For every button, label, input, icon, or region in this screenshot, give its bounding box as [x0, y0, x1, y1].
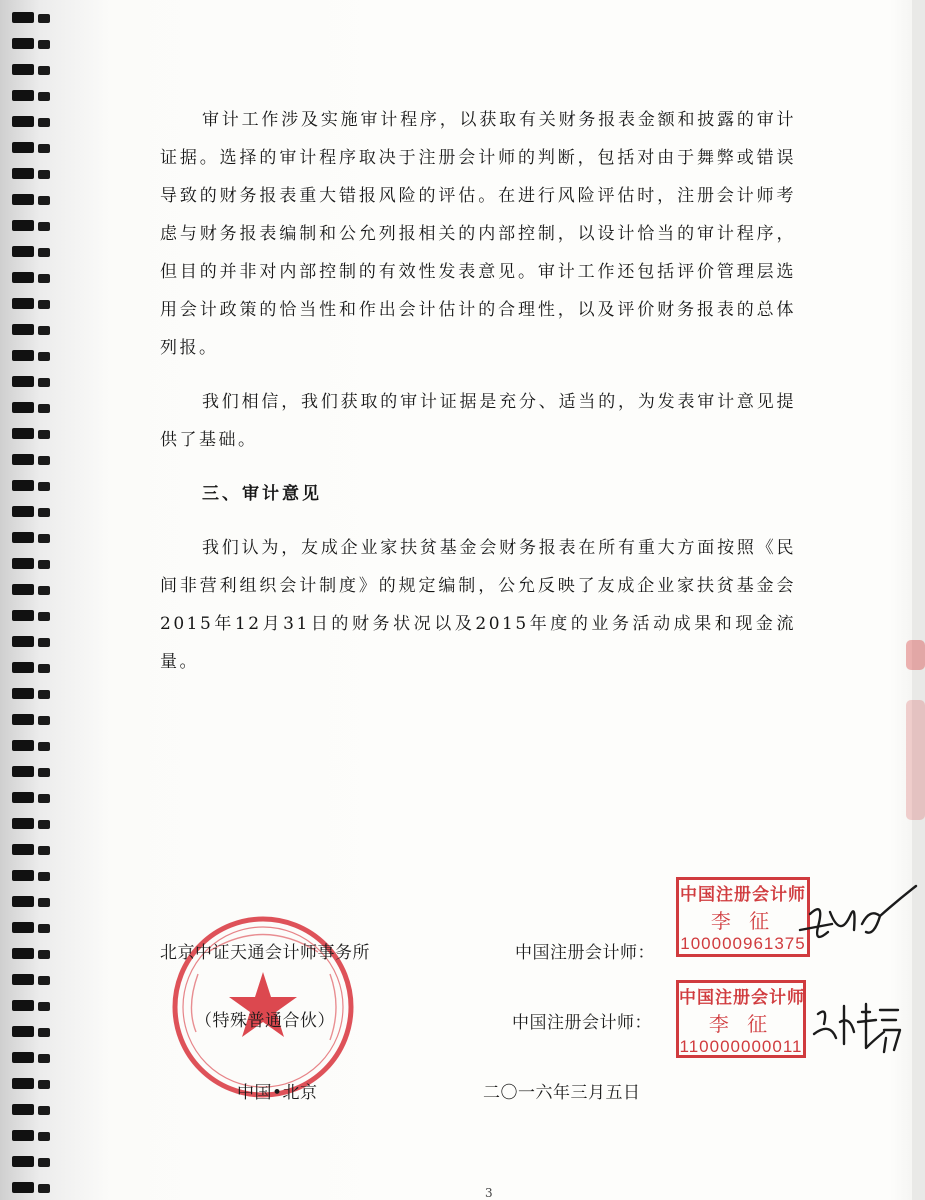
binding-ring-end — [38, 872, 50, 881]
binding-ring-end — [38, 612, 50, 621]
binding-ring — [12, 844, 34, 855]
binding-ring-end — [38, 768, 50, 777]
binding-ring — [12, 766, 34, 777]
binding-ring-end — [38, 1184, 50, 1193]
binding-ring-end — [38, 1158, 50, 1167]
binding-ring — [12, 38, 34, 49]
binding-ring-end — [38, 118, 50, 127]
binding-ring — [12, 1000, 34, 1011]
binding-ring — [12, 168, 34, 179]
binding-ring-end — [38, 638, 50, 647]
binding-ring-end — [38, 586, 50, 595]
binding-ring-end — [38, 534, 50, 543]
binding-ring — [12, 1130, 34, 1141]
binding-ring-end — [38, 950, 50, 959]
binding-ring-end — [38, 66, 50, 75]
binding-ring — [12, 376, 34, 387]
binding-ring — [12, 662, 34, 673]
binding-ring — [12, 220, 34, 231]
binding-ring-end — [38, 430, 50, 439]
binding-ring — [12, 246, 34, 257]
bleed-stamp-mark — [906, 640, 925, 670]
binding-ring — [12, 428, 34, 439]
binding-ring-end — [38, 248, 50, 257]
binding-ring-end — [38, 1080, 50, 1089]
audit-evidence-paragraph: 我们相信，我们获取的审计证据是充分、适当的，为发表审计意见提供了基础。 — [160, 392, 796, 450]
binding-ring-end — [38, 1002, 50, 1011]
signature-1 — [770, 872, 920, 972]
cpa-label-1: 中国注册会计师： — [515, 943, 655, 963]
binding-ring-end — [38, 144, 50, 153]
binding-ring — [12, 1156, 34, 1167]
binding-ring-end — [38, 1028, 50, 1037]
binding-ring-end — [38, 794, 50, 803]
binding-ring-end — [38, 742, 50, 751]
binding-ring — [12, 688, 34, 699]
binding-ring-end — [38, 300, 50, 309]
binding-ring — [12, 714, 34, 725]
cpa-stamp-2 — [676, 980, 806, 1058]
binding-ring — [12, 558, 34, 569]
binding-ring — [12, 740, 34, 751]
binding-ring-end — [38, 456, 50, 465]
binding-ring-end — [38, 1106, 50, 1115]
binding-ring-end — [38, 14, 50, 23]
binding-ring — [12, 142, 34, 153]
binding-ring — [12, 272, 34, 283]
binding-ring-end — [38, 196, 50, 205]
binding-ring-end — [38, 40, 50, 49]
audit-procedures-paragraph: 审计工作涉及实施审计程序，以获取有关财务报表金额和披露的审计证据。选择的审计程序取决于注册会计师的判断，包括对由于舞弊或错误导致的财务报表重大错报风险的评估。在进行风险评估时，注册会计师考虑与财务报表编制和公允列报相关的内部控制，以设计恰当的审计程序，但目的并非对内部控制的有效性发表意见。审计工作还包括评价管理层选用会计政策的恰当性和作出会计估计的合理性，以及评价财务报表的总体列报。 — [160, 110, 796, 358]
signature-2 — [810, 992, 920, 1062]
spiral-binding — [0, 0, 70, 1200]
binding-ring-end — [38, 404, 50, 413]
binding-ring — [12, 480, 34, 491]
binding-ring-end — [38, 352, 50, 361]
binding-ring — [12, 116, 34, 127]
binding-ring-end — [38, 1132, 50, 1141]
binding-ring-end — [38, 274, 50, 283]
binding-ring — [12, 64, 34, 75]
binding-ring — [12, 974, 34, 985]
binding-ring — [12, 194, 34, 205]
binding-ring-end — [38, 222, 50, 231]
cpa-stamp-1-title: 中国注册会计师 — [680, 885, 806, 905]
binding-ring-end — [38, 378, 50, 387]
binding-ring — [12, 350, 34, 361]
report-date: 二〇一六年三月五日 — [483, 1083, 641, 1103]
binding-ring — [12, 454, 34, 465]
binding-ring — [12, 818, 34, 829]
binding-ring — [12, 922, 34, 933]
binding-ring — [12, 792, 34, 803]
binding-ring — [12, 1104, 34, 1115]
binding-ring — [12, 1026, 34, 1037]
binding-ring — [12, 532, 34, 543]
firm-location: 中国•北京 — [237, 1083, 318, 1103]
binding-ring — [12, 870, 34, 881]
binding-ring — [12, 324, 34, 335]
cpa-stamp-1-id: 100000961375 — [680, 934, 806, 953]
binding-ring — [12, 506, 34, 517]
audit-report-body — [160, 101, 796, 697]
binding-ring-end — [38, 690, 50, 699]
binding-ring-end — [38, 482, 50, 491]
binding-ring — [12, 610, 34, 621]
binding-ring — [12, 1182, 34, 1193]
binding-ring — [12, 12, 34, 23]
binding-ring — [12, 896, 34, 907]
binding-ring — [12, 402, 34, 413]
binding-ring-end — [38, 820, 50, 829]
binding-ring — [12, 948, 34, 959]
cpa-stamp-2-id: 110000000011 — [679, 1037, 803, 1056]
binding-ring — [12, 1052, 34, 1063]
binding-ring-end — [38, 664, 50, 673]
binding-ring-end — [38, 326, 50, 335]
cpa-stamp-2-name: 李 征 — [708, 1012, 774, 1036]
bleed-stamp-mark — [906, 700, 925, 820]
binding-ring-end — [38, 898, 50, 907]
binding-ring-end — [38, 846, 50, 855]
binding-ring-end — [38, 170, 50, 179]
page-number: 3 — [485, 1186, 493, 1200]
binding-ring — [12, 298, 34, 309]
firm-name: 北京中证天通会计师事务所 — [160, 943, 370, 963]
binding-ring-end — [38, 1054, 50, 1063]
section-heading: 三、审计意见 — [202, 484, 322, 504]
cpa-stamp-2-title: 中国注册会计师 — [679, 988, 805, 1008]
audit-opinion-paragraph: 我们认为，友成企业家扶贫基金会财务报表在所有重大方面按照《民间非营利组织会计制度》的规定编制，公允反映了友成企业家扶贫基金会2015年12月31日的财务状况以及2015年度的业务活动成果和现金流量。 — [160, 538, 796, 672]
firm-type: （特殊普通合伙） — [195, 1011, 335, 1031]
binding-ring — [12, 636, 34, 647]
binding-ring-end — [38, 508, 50, 517]
binding-ring-end — [38, 924, 50, 933]
cpa-stamp-1-name: 李 征 — [710, 909, 776, 933]
binding-ring-end — [38, 92, 50, 101]
cpa-label-2: 中国注册会计师： — [512, 1013, 652, 1033]
binding-ring — [12, 90, 34, 101]
binding-ring-end — [38, 716, 50, 725]
binding-ring-end — [38, 560, 50, 569]
binding-ring — [12, 1078, 34, 1089]
binding-ring — [12, 584, 34, 595]
binding-ring-end — [38, 976, 50, 985]
